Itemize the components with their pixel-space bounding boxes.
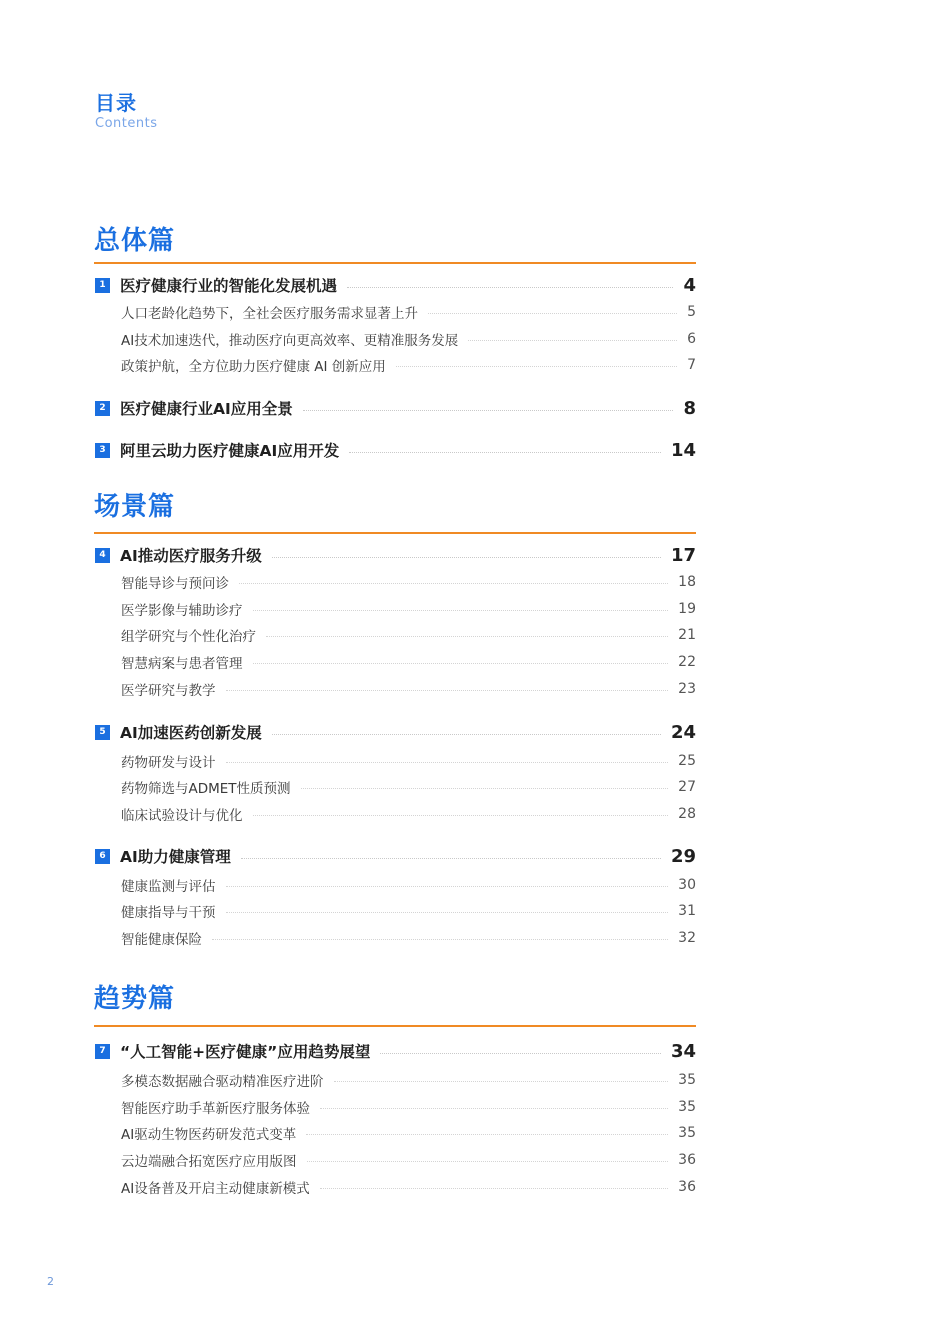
subentry[interactable] bbox=[121, 751, 696, 771]
subentry-title: 云边端融合拓宽医疗应用版图 bbox=[121, 1154, 297, 1170]
chapter-entry-2[interactable] bbox=[95, 397, 696, 419]
subentry-title: 智能医疗助手革新医疗服务体验 bbox=[121, 1101, 310, 1117]
subentry[interactable] bbox=[121, 355, 696, 375]
subentry-page-number: 36 bbox=[678, 1152, 696, 1168]
section-title-trends: 趋势篇 bbox=[94, 984, 176, 1014]
subentry[interactable] bbox=[121, 302, 696, 322]
subentry[interactable] bbox=[121, 804, 696, 824]
dot-leader bbox=[307, 1161, 669, 1162]
chapter-title: AI加速医药创新发展 bbox=[120, 724, 262, 742]
subentry-title: 智能导诊与预问诊 bbox=[121, 576, 229, 592]
subentry-page-number: 30 bbox=[678, 877, 696, 893]
subentry[interactable] bbox=[121, 1097, 696, 1117]
subentry-page-number: 6 bbox=[687, 331, 696, 347]
subentry[interactable] bbox=[121, 599, 696, 619]
footer-page-number: 2 bbox=[47, 1275, 54, 1288]
dot-leader bbox=[349, 452, 661, 453]
chapter-title: 医疗健康行业AI应用全景 bbox=[120, 400, 293, 418]
dot-leader bbox=[226, 886, 669, 887]
subentry-page-number: 21 bbox=[678, 627, 696, 643]
chapter-page-number: 8 bbox=[683, 397, 696, 419]
subentry[interactable] bbox=[121, 875, 696, 895]
subentry-title: 药物研发与设计 bbox=[121, 755, 216, 771]
chapter-title: 医疗健康行业的智能化发展机遇 bbox=[120, 277, 338, 295]
dot-leader bbox=[226, 762, 669, 763]
subentry-page-number: 18 bbox=[678, 574, 696, 590]
subentry[interactable] bbox=[121, 572, 696, 592]
dot-leader bbox=[272, 557, 661, 558]
subentry-page-number: 27 bbox=[678, 779, 696, 795]
subentry-title: 药物筛选与ADMET性质预测 bbox=[121, 781, 291, 797]
dot-leader bbox=[306, 1134, 668, 1135]
subentry-title: AI驱动生物医药研发范式变革 bbox=[121, 1127, 297, 1143]
dot-leader bbox=[212, 939, 668, 940]
chapter-page-number: 24 bbox=[670, 721, 696, 743]
chapter-page-number: 29 bbox=[670, 845, 696, 867]
chapter-number-badge: 5 bbox=[95, 725, 110, 740]
subentry-title: 政策护航，全方位助力医疗健康 AI 创新应用 bbox=[121, 359, 386, 375]
dot-leader bbox=[380, 1053, 661, 1054]
chapter-number-badge: 6 bbox=[95, 849, 110, 864]
dot-leader bbox=[301, 788, 669, 789]
dot-leader bbox=[241, 858, 661, 859]
dot-leader bbox=[226, 912, 669, 913]
dot-leader bbox=[303, 410, 674, 411]
dot-leader bbox=[272, 734, 661, 735]
chapter-page-number: 14 bbox=[670, 439, 696, 461]
chapter-entry-5[interactable] bbox=[95, 721, 696, 743]
subentry-page-number: 35 bbox=[678, 1125, 696, 1141]
chapter-title: AI推动医疗服务升级 bbox=[120, 547, 262, 565]
dot-leader bbox=[266, 636, 668, 637]
chapter-page-number: 4 bbox=[683, 274, 696, 296]
subentry-page-number: 32 bbox=[678, 930, 696, 946]
subentry[interactable] bbox=[121, 1123, 696, 1143]
section-title-scenarios: 场景篇 bbox=[94, 492, 176, 522]
subentry-page-number: 7 bbox=[687, 357, 696, 373]
subentry-page-number: 28 bbox=[678, 806, 696, 822]
section-divider bbox=[94, 262, 696, 264]
subentry[interactable] bbox=[121, 777, 696, 797]
subentry[interactable] bbox=[121, 625, 696, 645]
subentry-page-number: 5 bbox=[687, 304, 696, 320]
subentry[interactable] bbox=[121, 1177, 696, 1197]
dot-leader bbox=[253, 610, 669, 611]
subentry-title: 智能健康保险 bbox=[121, 932, 202, 948]
toc-subtitle: Contents bbox=[95, 116, 158, 131]
subentry[interactable] bbox=[121, 652, 696, 672]
subentry-title: 智慧病案与患者管理 bbox=[121, 656, 243, 672]
subentry-title: 健康指导与干预 bbox=[121, 905, 216, 921]
chapter-title: “人工智能+医疗健康”应用趋势展望 bbox=[120, 1043, 371, 1061]
subentry-title: 医学影像与辅助诊疗 bbox=[121, 603, 243, 619]
subentry-page-number: 23 bbox=[678, 681, 696, 697]
subentry-page-number: 22 bbox=[678, 654, 696, 670]
toc-heading bbox=[95, 90, 157, 132]
dot-leader bbox=[239, 583, 668, 584]
chapter-page-number: 34 bbox=[670, 1040, 696, 1062]
chapter-title: 阿里云助力医疗健康AI应用开发 bbox=[120, 442, 340, 460]
chapter-entry-1[interactable] bbox=[95, 274, 696, 296]
dot-leader bbox=[396, 366, 677, 367]
chapter-number-badge: 4 bbox=[95, 548, 110, 563]
chapter-number-badge: 7 bbox=[95, 1044, 110, 1059]
section-divider bbox=[94, 532, 696, 534]
subentry-page-number: 25 bbox=[678, 753, 696, 769]
chapter-number-badge: 1 bbox=[95, 278, 110, 293]
chapter-entry-3[interactable] bbox=[95, 439, 696, 461]
chapter-entry-4[interactable] bbox=[95, 544, 696, 566]
subentry-title: 多模态数据融合驱动精准医疗进阶 bbox=[121, 1074, 324, 1090]
dot-leader bbox=[253, 815, 669, 816]
subentry-page-number: 19 bbox=[678, 601, 696, 617]
subentry-page-number: 36 bbox=[678, 1179, 696, 1195]
dot-leader bbox=[334, 1081, 669, 1082]
dot-leader bbox=[320, 1188, 668, 1189]
subentry[interactable] bbox=[121, 329, 696, 349]
subentry[interactable] bbox=[121, 1070, 696, 1090]
subentry-title: 医学研究与教学 bbox=[121, 683, 216, 699]
subentry-title: AI设备普及开启主动健康新模式 bbox=[121, 1181, 310, 1197]
dot-leader bbox=[253, 663, 669, 664]
chapter-number-badge: 3 bbox=[95, 443, 110, 458]
section-title-overall: 总体篇 bbox=[94, 226, 176, 256]
dot-leader bbox=[226, 690, 669, 691]
subentry[interactable] bbox=[121, 679, 696, 699]
chapter-number-badge: 2 bbox=[95, 401, 110, 416]
subentry-page-number: 31 bbox=[678, 903, 696, 919]
subentry-title: 人口老龄化趋势下，全社会医疗服务需求显著上升 bbox=[121, 306, 418, 322]
chapter-title: AI助力健康管理 bbox=[120, 848, 231, 866]
subentry[interactable] bbox=[121, 901, 696, 921]
dot-leader bbox=[320, 1108, 668, 1109]
toc-title: 目录 bbox=[95, 91, 137, 115]
subentry-page-number: 35 bbox=[678, 1072, 696, 1088]
dot-leader bbox=[428, 313, 677, 314]
dot-leader bbox=[468, 340, 677, 341]
subentry-title: 组学研究与个性化治疗 bbox=[121, 629, 256, 645]
chapter-page-number: 17 bbox=[670, 544, 696, 566]
subentry[interactable] bbox=[121, 1150, 696, 1170]
subentry-title: 临床试验设计与优化 bbox=[121, 808, 243, 824]
subentry-title: AI技术加速迭代，推动医疗向更高效率、更精准服务发展 bbox=[121, 333, 459, 349]
subentry-title: 健康监测与评估 bbox=[121, 879, 216, 895]
chapter-entry-6[interactable] bbox=[95, 845, 696, 867]
subentry-page-number: 35 bbox=[678, 1099, 696, 1115]
chapter-entry-7[interactable] bbox=[95, 1040, 696, 1062]
dot-leader bbox=[347, 287, 673, 288]
subentry[interactable] bbox=[121, 928, 696, 948]
section-divider bbox=[94, 1025, 696, 1027]
